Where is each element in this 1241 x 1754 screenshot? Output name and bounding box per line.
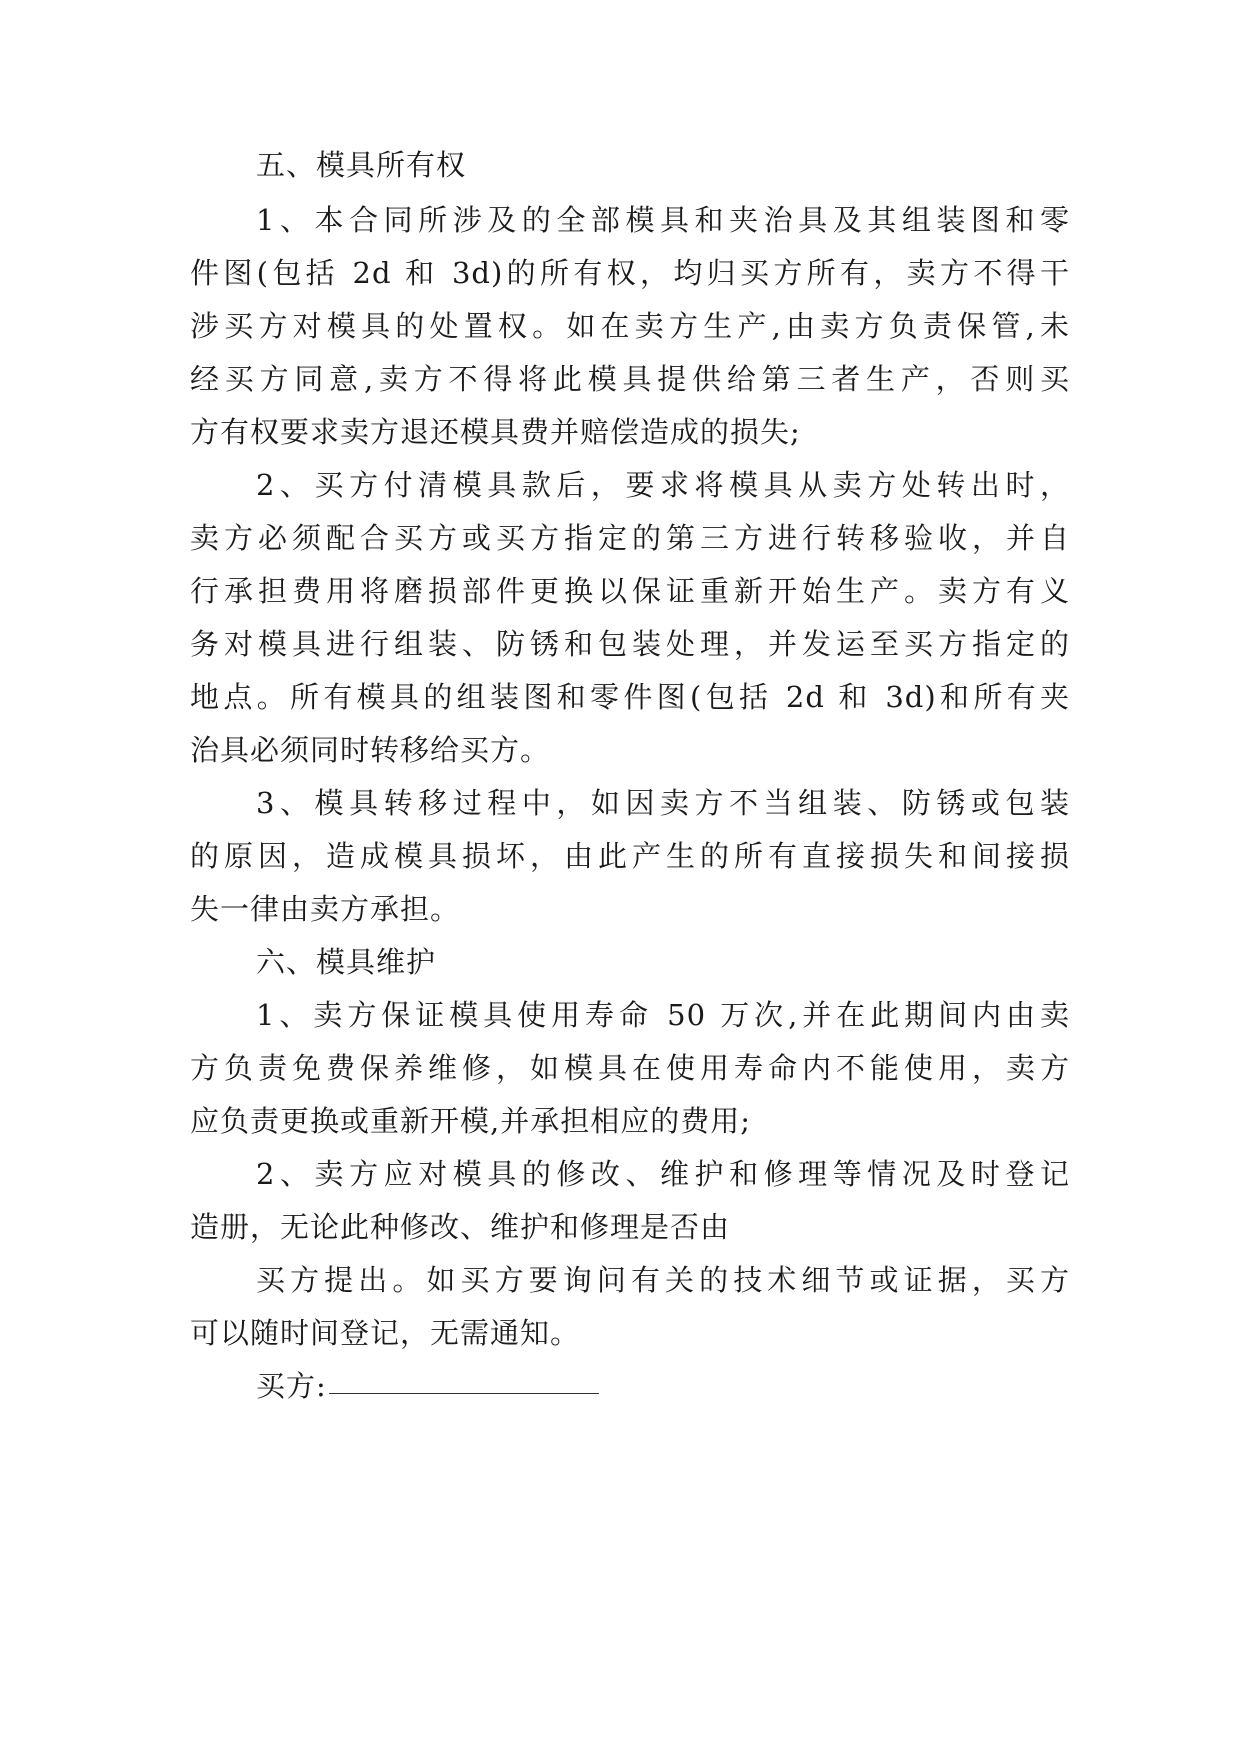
paragraph-line: 的原因，造成模具损坏，由此产生的所有直接损失和间接损 (190, 839, 1070, 873)
signature-blank (329, 1391, 599, 1394)
paragraph-line: 治具必须同时转移给买方。 (190, 733, 551, 767)
paragraph-line: 经买方同意,卖方不得将此模具提供给第三者生产，否则买 (190, 362, 1070, 396)
paragraph-line: 卖方必须配合买方或买方指定的第三方进行转移验收，并自 (190, 521, 1070, 555)
section-heading-5: 五、模具所有权 (256, 148, 467, 182)
section-heading-6: 六、模具维护 (256, 945, 437, 979)
paragraph-line: 方有权要求卖方退还模具费并赔偿造成的损失; (190, 415, 801, 449)
paragraph-line: 地点。所有模具的组装图和零件图(包括 2d 和 3d)和所有夹 (190, 680, 1070, 714)
paragraph-line: 2、买方付清模具款后，要求将模具从卖方处转出时， (256, 468, 1070, 502)
paragraph-line: 件图(包括 2d 和 3d)的所有权，均归买方所有，卖方不得干 (190, 256, 1070, 290)
paragraph-line: 1、卖方保证模具使用寿命 50 万次,并在此期间内由卖 (256, 998, 1070, 1032)
paragraph-line: 失一律由卖方承担。 (190, 892, 461, 926)
buyer-label: 买方: (256, 1369, 327, 1403)
paragraph-line: 可以随时间登记，无需通知。 (190, 1316, 581, 1350)
paragraph-line: 造册，无论此种修改、维护和修理是否由 (190, 1210, 731, 1244)
paragraph-line: 2、卖方应对模具的修改、维护和修理等情况及时登记 (256, 1157, 1070, 1191)
paragraph-line: 1、本合同所涉及的全部模具和夹治具及其组装图和零 (256, 203, 1070, 237)
paragraph-line: 方负责免费保养维修，如模具在使用寿命内不能使用，卖方 (190, 1051, 1070, 1085)
paragraph-line: 涉买方对模具的处置权。如在卖方生产,由卖方负责保管,未 (190, 309, 1070, 343)
paragraph-line: 行承担费用将磨损部件更换以保证重新开始生产。卖方有义 (190, 574, 1070, 608)
buyer-signature-line (256, 1366, 1070, 1406)
paragraph-line: 买方提出。如买方要询问有关的技术细节或证据，买方 (256, 1263, 1070, 1297)
paragraph-line: 务对模具进行组装、防锈和包装处理，并发运至买方指定的 (190, 627, 1070, 661)
paragraph-line: 应负责更换或重新开模,并承担相应的费用; (190, 1104, 751, 1138)
paragraph-line: 3、模具转移过程中，如因卖方不当组装、防锈或包装 (256, 786, 1070, 820)
